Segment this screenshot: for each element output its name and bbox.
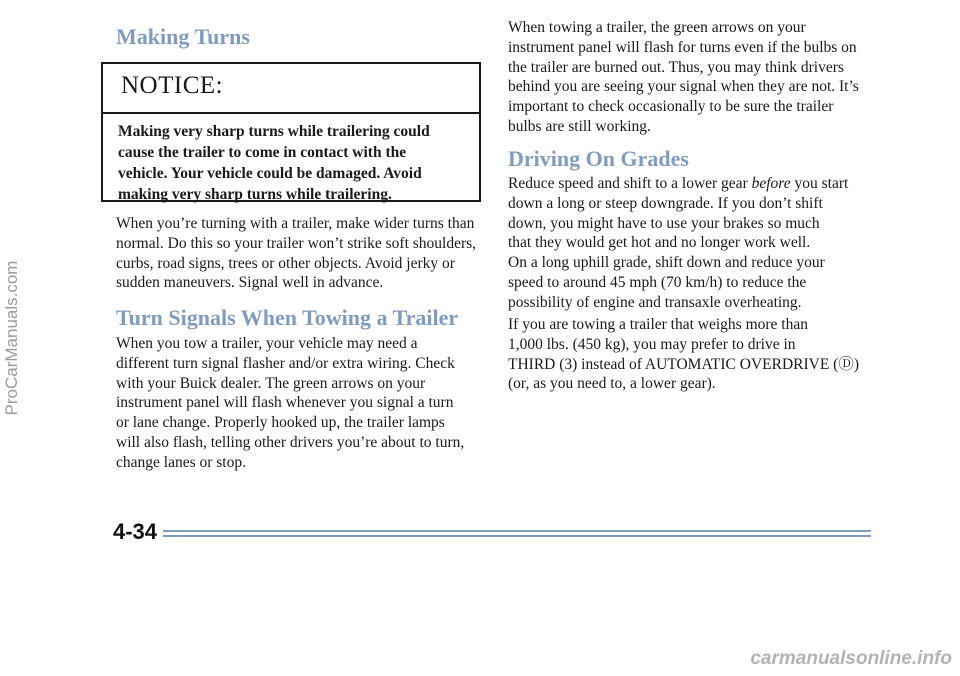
corner-watermark: carmanualsonline.info <box>750 648 952 669</box>
uphill-paragraph: On a long uphill grade, shift down and reduce your speed to around 45 mph (70 km/h) to reduce the possibility of engine and transaxle overheating. <box>508 254 825 311</box>
making-turns-body: When you’re turning with a trailer, make wider turns than normal. Do this so your trailer won’t strike soft shoulders, curbs, road signs, trees or other objects. Avoid jerky or sudden maneuvers. Signal well in advance. <box>116 215 477 292</box>
making-turns-heading: Making Turns <box>116 24 250 49</box>
notice-title: NOTICE: <box>121 72 224 99</box>
downgrade-text-end: you start down a long or steep downgrade. If you don’t shift down, you might have to use your brakes so much that they would get hot and no longer work well. <box>508 175 849 252</box>
downgrade-paragraph <box>508 174 886 253</box>
side-watermark <box>0 0 24 676</box>
footer-rule <box>163 530 871 537</box>
page-number: 4-34 <box>113 519 158 544</box>
notice-box <box>101 62 481 202</box>
downgrade-emphasis: before <box>751 175 791 192</box>
towing-gear-paragraph: If you are towing a trailer that weighs more than 1,000 lbs. (450 kg), you may prefer to drive in THIRD (3) instead of AUTOMATIC OVERDRIVE (Ⓓ) (or, as you need to, a lower gear). <box>508 316 860 393</box>
notice-text: Making very sharp turns while trailering could cause the trailer to come in contact with the vehicle. Your vehicle could be damaged. Avoid making very sharp turns while trailering. <box>118 123 430 203</box>
towing-signals-intro: When towing a trailer, the green arrows on your instrument panel will flash for turns even if the bulbs on the trailer are burned out. Thus, you may think drivers behind you are seeing your signal when they are not. It’s important to check occasionally to be sure the trailer bulbs are still working. <box>508 19 859 135</box>
driving-on-grades-heading: Driving On Grades <box>508 146 689 171</box>
downgrade-text-start: Reduce speed and shift to a lower gear <box>508 175 752 192</box>
turn-signals-body: When you tow a trailer, your vehicle may need a different turn signal flasher and/or extra wiring. Check with your Buick dealer. The green arrows on your instrument panel will flash whenever you signal a turn or lane change. Properly hooked up, the trailer lamps will also flash, telling other drivers you’re about to turn, change lanes or stop. <box>116 335 465 471</box>
notice-divider <box>103 112 479 114</box>
side-watermark-text: ProCarManuals.com <box>2 260 21 416</box>
turn-signals-heading: Turn Signals When Towing a Trailer <box>116 305 459 330</box>
